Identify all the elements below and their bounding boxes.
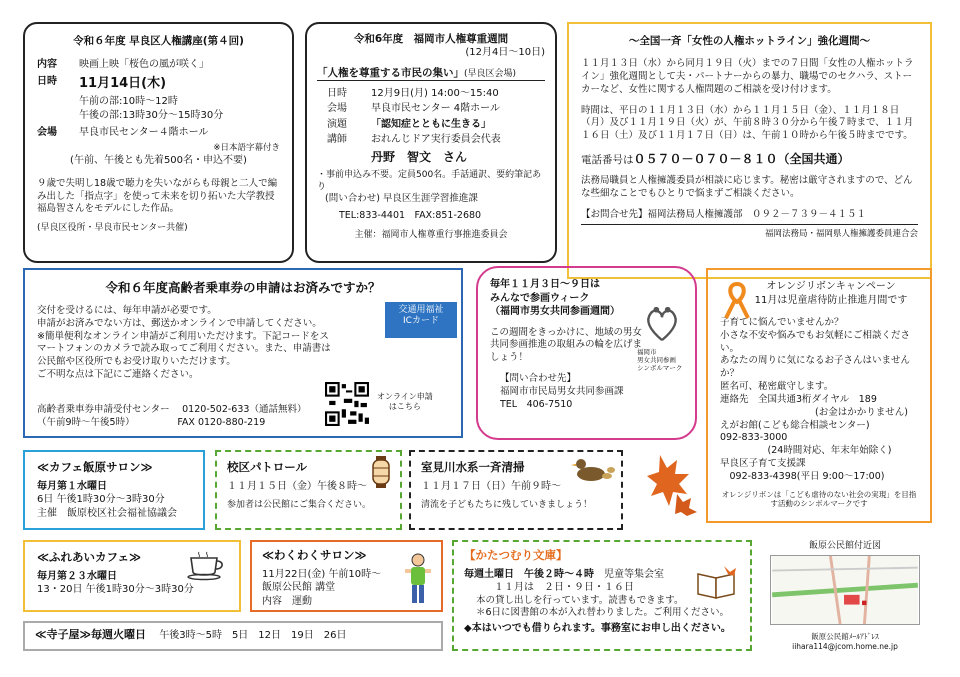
- fureai-cafe-box: [23, 540, 241, 612]
- row-value: 12月9日(月) 14:00～15:40: [371, 87, 499, 99]
- lecturer-name: 丹野 智文 さん: [371, 149, 468, 164]
- qr-label: オンライン申請 はこちら: [377, 392, 433, 412]
- cleanup-date: １１月１７日（日）午前９時～: [421, 480, 561, 492]
- gender-body: この週間をきっかけに、地域の男女共同参画推進の取組みの輪を広げましょう！: [490, 326, 643, 364]
- senior-pass-box: [23, 268, 463, 438]
- row-value: 早良市民センター 4階ホール: [371, 103, 500, 115]
- map-email-label: 飯原公民館ﾒｰﾙｱﾄﾞﾚｽ: [811, 631, 879, 641]
- row-label: 日時: [327, 87, 347, 99]
- hotline-tel-number: ０５７０－０７０－８１０（全国共通）: [633, 152, 850, 167]
- jinken-lecture-box: [23, 22, 294, 263]
- jinken-title: 令和６年度 早良区人権講座(第４回): [73, 35, 244, 47]
- map-kominkan-label: ■: [861, 600, 868, 607]
- hotline-tel-label: 電話番号は: [581, 154, 634, 167]
- ic-card-image: 交通用福祉 ICカード: [385, 302, 457, 338]
- cafe-salon-box: [23, 450, 205, 530]
- human-rights-week-box: [305, 22, 557, 263]
- river-cleanup-box: [409, 450, 623, 530]
- content-label: 内容: [37, 59, 57, 71]
- week-sponsor: 主催：福岡市人権尊重行事推進委員会: [354, 229, 508, 240]
- hotline-para3: 法務局職員と人権擁護委員が相談に応じます。秘密は厳守されますので、どんな些細なことでもひとりで悩まずご相談ください。: [581, 175, 913, 200]
- wakuwaku-title: ≪わくわくサロン≫: [262, 548, 367, 562]
- senior-pass-contact: 高齢者乗車券申請受付センター 0120-502-633（通話無料） （午前9時～午後5時） FAX 0120-880-219: [37, 404, 307, 428]
- gender-heading1: 毎年１１月３日～９日は: [490, 279, 600, 290]
- hotline-inquiry: 【お問合せ先】福岡法務局人権擁護部 ０９２－７３９－４１５１: [581, 209, 918, 225]
- orange-ribbon-icon: [722, 280, 752, 320]
- coffee-cup-icon: [187, 550, 229, 580]
- library-place: 児童等集会室: [604, 568, 664, 580]
- library-dates: １１月は ２日・９日・１６日: [494, 582, 634, 594]
- gender-symbol-icon: [643, 302, 681, 344]
- women-hotline-box: [567, 22, 932, 279]
- gender-logo-text: 福岡市 男女共同参画 シンボルマーク: [637, 348, 683, 373]
- datetime-label: 日時: [37, 75, 57, 87]
- content-value: 映画上映「桜色の風が咲く」: [79, 59, 209, 71]
- library-title: 【かたつむり文庫】: [464, 548, 568, 562]
- event-venue: (早良区会場): [464, 68, 517, 79]
- terakoya-title: ≪寺子屋≫毎週火曜日: [35, 628, 147, 641]
- exercise-person-icon: [403, 552, 433, 608]
- row-label: 会場: [327, 103, 347, 115]
- hotline-footer: 福岡法務局・福岡県人権擁護委員連合会: [764, 228, 918, 239]
- row-value: おれんじドア実行委員会代表: [371, 134, 501, 146]
- library-footer: ◆本はいつでも借りられます。事務室にお申し出ください。: [464, 623, 731, 635]
- library-body: 本の貸し出しを行っています。読書もできます。 ＊6日に図書館の本が入れ替わりました。ご利用ください。: [476, 594, 730, 619]
- katatsumuri-library-box: [452, 540, 752, 651]
- event-name: 「人権を尊重する市民の集い」: [317, 66, 464, 79]
- film-description: ９歳で失明し18歳で聴力を失いながらも母親と二人で編み出した「指点字」を使って未来を切り拓いた大学教授福島智さんをモデルにした作品。: [37, 177, 278, 215]
- hotline-para2: 時間は、平日の１１月１３日（水）から１１月１５日（金）、１１月１８日（月）及び１１月１９日（火）が、午前８時３０分から午後７時まで、１１月１６日（土）及び１１月１７日（日）は、午前１０時から午後５時までです。: [581, 104, 914, 142]
- duck-icon: [571, 454, 615, 484]
- map-email[interactable]: iihara114@jcom.home.ne.jp: [792, 641, 898, 651]
- fureai-title: ≪ふれあいカフェ≫: [37, 550, 142, 564]
- senior-pass-body: 交付を受けるには、毎年申請が必要です。 申請がお済みでない方は、郵送かオンラインで申請してください。 ※簡単便利なオンライン申請がご利用いただけます。下記コードをスマートフォンのカメラで読み取ってご利用ください。また、申請書は公民館や区役所でもお受け取りいただけます。 ご不明な点は下記にご連絡ください。: [37, 304, 331, 380]
- fureai-detail: 13・20日 午後1時30分～3時30分: [37, 584, 194, 596]
- senior-pass-title: 令和６年度高齢者乗車券の申請はお済みですか？: [105, 280, 381, 295]
- week-note: ・事前申込み不要。定員500名。手話通訳、要約筆記あり: [317, 170, 542, 193]
- lantern-icon: [370, 456, 392, 490]
- cleanup-note: 清流を子どもたちに残していきましょう！: [421, 500, 593, 511]
- hotline-title: ～全国一斉「女性の人権ホットライン」強化週間～: [628, 35, 871, 47]
- week-title: 令和6年度 福岡市人権尊重週間: [353, 33, 509, 45]
- week-tel: TEL:833-4401 FAX:851-2680: [339, 210, 482, 222]
- row-label: 講師: [327, 134, 347, 146]
- cafe-detail: 6日 午後1時30分～3時30分 主催 飯原校区社会福祉協議会: [37, 494, 177, 519]
- orange-ribbon-box: [706, 268, 932, 523]
- lecture-date: 11月14日(木): [79, 75, 167, 91]
- autumn-leaf-icon: [645, 450, 700, 520]
- cleanup-title: 室見川水系一斉清掃: [421, 460, 525, 474]
- gender-contact: 【問い合わせ先】 福岡市市民局男女共同参画課 TEL 406-7510: [500, 372, 624, 410]
- fureai-schedule: 毎月第２３水曜日: [37, 570, 117, 582]
- book-icon: [694, 564, 740, 600]
- organizer: (早良区役所・早良市民センター共催): [37, 223, 188, 234]
- week-period: (12月4日～10日): [465, 47, 545, 59]
- patrol-note: 参加者は公民館にご集合ください。: [227, 500, 372, 511]
- subtitle-note: ※日本語字幕付き: [213, 142, 280, 153]
- patrol-box: [215, 450, 402, 530]
- gender-heading2: みんなで参画ウィーク （福岡市男女共同参画週間）: [490, 292, 620, 317]
- library-schedule: 毎週土曜日 午後２時～４時: [464, 568, 594, 580]
- terakoya-detail: 午後3時～5時 5日 12日 19日 26日: [159, 630, 347, 641]
- venue-value: 早良市民センター４階ホール: [79, 127, 209, 139]
- map-area: [770, 540, 920, 651]
- patrol-title: 校区パトロール: [227, 460, 308, 474]
- row-value: 「認知症とともに生きる」: [371, 118, 491, 130]
- wakuwaku-salon-box: [250, 540, 443, 612]
- qr-code-icon[interactable]: [325, 382, 369, 426]
- patrol-date: １１月１５日（金）午後８時～: [227, 480, 367, 492]
- cafe-schedule: 毎月第１水曜日: [37, 480, 107, 492]
- cafe-title: ≪カフェ飯原サロン≫: [37, 460, 153, 474]
- row-label: 演題: [327, 118, 347, 130]
- orange-body: 子育てに悩んでいませんか？ 小さな不安や悩みでもお気軽にご相談ください。 あなたの周りに気になるお子さんはいませんか？ 匿名可、秘密厳守します。 連絡先 全国共通3桁ダイヤル 189 (お金はかかりません) えがお館(こども総合相談センター) 092-833-3000 (24時間対応、年末年始除く) 早良区子育て支援課 092-833-4398(平日 9:00～17:00): [720, 317, 911, 482]
- week-inquiry: (問い合わせ) 早良区生涯学習推進課: [325, 193, 478, 205]
- wakuwaku-detail: 11月22日(金) 午前10時～ 飯原公民館 講堂 内容 運動: [262, 568, 382, 607]
- orange-title: オレンジリボンキャンペーン 11月は児童虐待防止推進月間です: [754, 281, 908, 306]
- terakoya-box: [23, 621, 443, 651]
- capacity-note: (午前、午後とも先着500名・申込不要): [70, 155, 247, 167]
- gender-equality-box: [476, 266, 697, 440]
- orange-footer: オレンジリボンは「こども虐待のない社会の実現」を目指す活動のシンボルマークです: [721, 489, 917, 509]
- area-map: [770, 555, 920, 625]
- lecture-times: 午前の部:10時～12時 午後の部:13時30分～15時30分: [79, 96, 224, 121]
- hotline-para1: １１月１３日（水）から同月１９日（火）までの７日間「女性の人権ホットライン」強化週間として夫・パートナーからの暴力、職場でのセクハラ、ストーカーなど、女性に関する人権問題のご相談を受け付けます。: [581, 58, 914, 95]
- map-title: 飯原公民館付近図: [808, 541, 881, 551]
- venue-label: 会場: [37, 127, 57, 139]
